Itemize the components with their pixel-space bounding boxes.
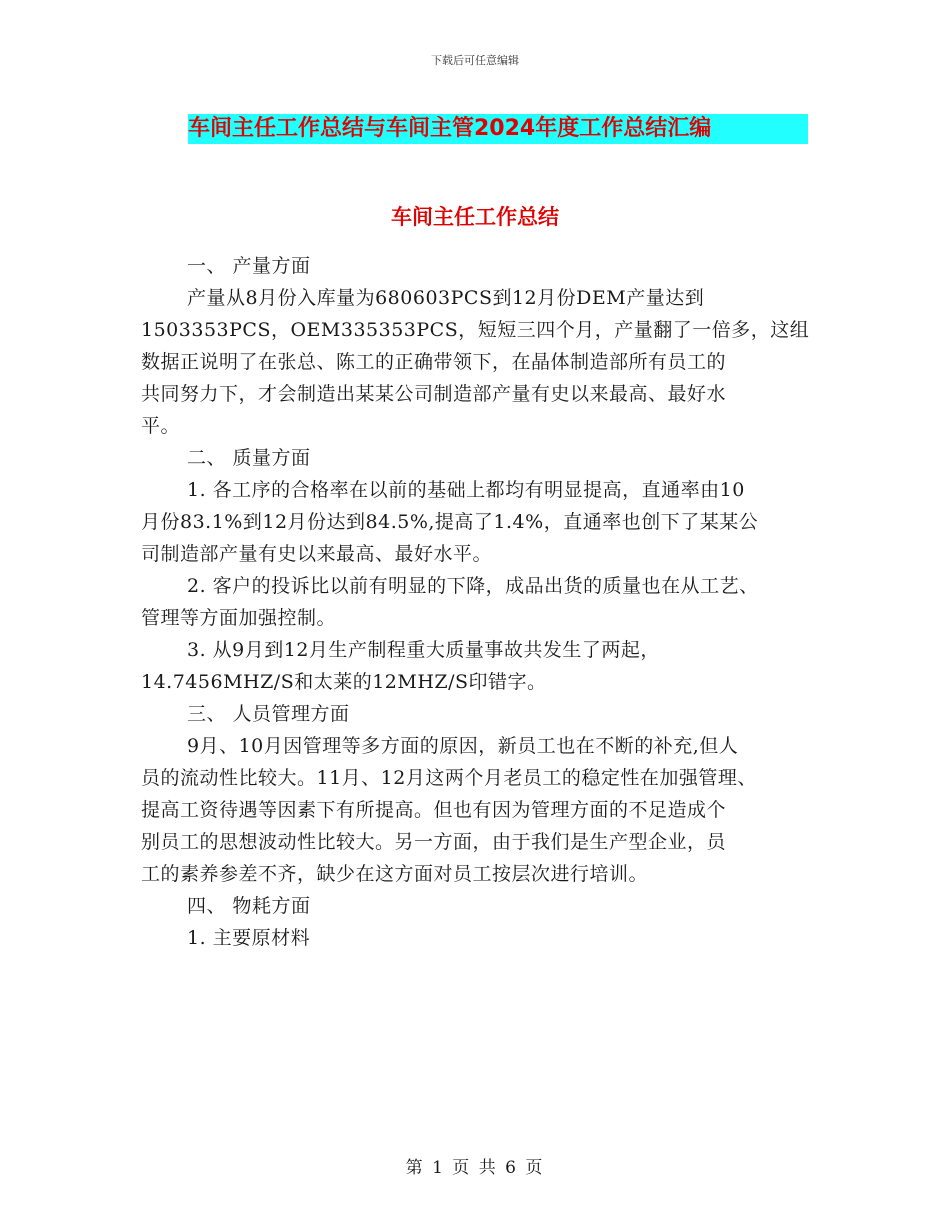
paragraph-line: 管理等方面加强控制。 xyxy=(141,607,337,629)
document-title: 车间主任工作总结与车间主管2024年度工作总结汇编 xyxy=(188,114,808,144)
heading-personnel: 三、 人员管理方面 xyxy=(187,703,350,725)
paragraph-line: 产量从8月份入库量为680603PCS到12月份DEM产量达到 xyxy=(187,287,705,309)
paragraph-line: 提高工资待遇等因素下有所提高。但也有因为管理方面的不足造成个 xyxy=(141,799,727,821)
paragraph-line: 1. 各工序的合格率在以前的基础上都均有明显提高，直通率由10 xyxy=(187,479,745,501)
paragraph-line: 工的素养参差不齐，缺少在这方面对员工按层次进行培训。 xyxy=(141,863,649,885)
paragraph-line: 员的流动性比较大。11月、12月这两个月老员工的稳定性在加强管理、 xyxy=(141,767,757,789)
paragraph-line: 数据正说明了在张总、陈工的正确带领下，在晶体制造部所有员工的 xyxy=(141,351,727,373)
paragraph-line: 14.7456MHZ/S和太莱的12MHZ/S印错字。 xyxy=(141,671,547,693)
page-number: 第 1 页 共 6 页 xyxy=(405,1158,545,1178)
body-text xyxy=(141,250,821,954)
paragraph-line: 9月、10月因管理等多方面的原因，新员工也在不断的补充,但人 xyxy=(187,735,739,757)
heading-quality: 二、 质量方面 xyxy=(187,447,311,469)
paragraph-line: 司制造部产量有史以来最高、最好水平。 xyxy=(141,543,493,565)
paragraph-line: 1. 主要原材料 xyxy=(187,927,311,949)
heading-production: 一、 产量方面 xyxy=(187,255,311,277)
section-title: 车间主任工作总结 xyxy=(391,205,559,229)
heading-materials: 四、 物耗方面 xyxy=(187,895,311,917)
paragraph-line: 2. 客户的投诉比以前有明显的下降，成品出货的质量也在从工艺、 xyxy=(187,575,759,597)
paragraph-line: 1503353PCS，OEM335353PCS，短短三四个月，产量翻了一倍多，这组 xyxy=(141,319,810,341)
paragraph-line: 平。 xyxy=(141,415,181,437)
paragraph-line: 月份83.1%到12月份达到84.5%,提高了1.4%，直通率也创下了某某公 xyxy=(141,511,759,533)
paragraph-line: 3. 从9月到12月生产制程重大质量事故共发生了两起， xyxy=(187,639,660,661)
header-note: 下载后可任意编辑 xyxy=(431,54,519,67)
paragraph-line: 别员工的思想波动性比较大。另一方面，由于我们是生产型企业，员 xyxy=(141,831,727,853)
paragraph-line: 共同努力下，才会制造出某某公司制造部产量有史以来最高、最好水 xyxy=(141,383,727,405)
